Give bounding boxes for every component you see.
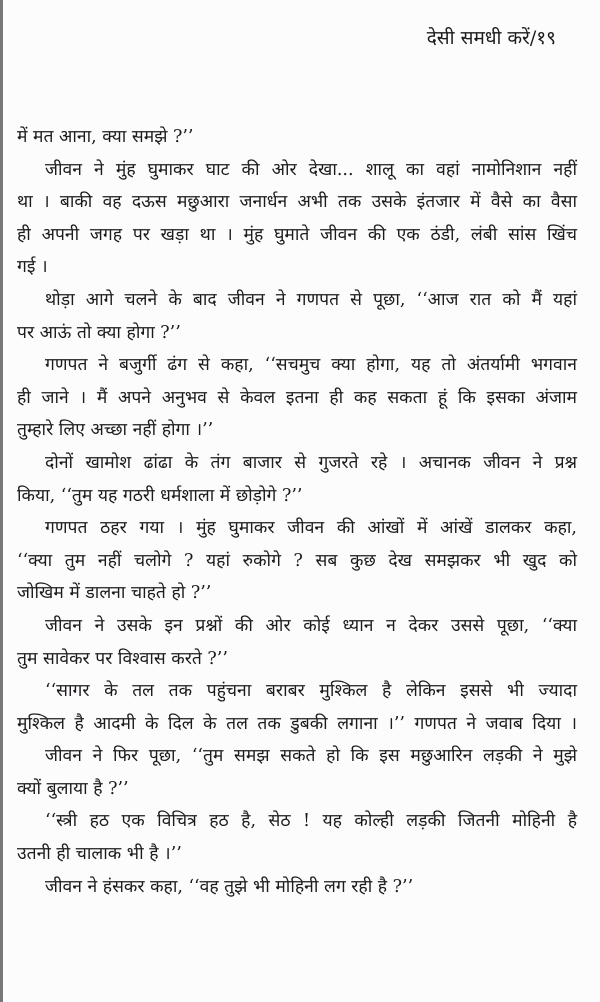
text-line: ‘‘क्या तुम नहीं चलोगे ? यहां रुकोगे ? सब कुछ देख समझकर भी खुद को <box>17 550 577 571</box>
page-edge-shadow <box>0 0 3 1002</box>
page-body <box>17 121 577 903</box>
text-line: जीवन ने फिर पूछा, ‘‘तुम समझ सकते हो कि इस मछुआरिन लड़की ने मुझे <box>45 746 577 767</box>
text-line: जोखिम में डालना चाहते हो ?’’ <box>17 583 212 604</box>
text-line: तुम सावेकर पर विश्वास करते ?’’ <box>17 648 228 669</box>
text-line: पर आऊं तो क्या होगा ?’’ <box>17 322 181 343</box>
text-line: ही जाने । मैं अपने अनुभव से केवल इतना ही कह सकता हूं कि इसका अंजाम <box>17 387 577 408</box>
text-line: तुम्हारे लिए अच्छा नहीं होगा ।’’ <box>17 420 214 441</box>
text-line: में मत आना, क्या समझे ?’’ <box>17 127 194 147</box>
text-line: किया, ‘‘तुम यह गठरी धर्मशाला में छोड़ोगे ?’’ <box>17 485 303 506</box>
text-line: क्यों बुलाया है ?’’ <box>17 778 129 799</box>
text-line: गणपत ठहर गया । मुंह घुमाकर जीवन की आंखों में आंखें डालकर कहा, <box>45 518 577 539</box>
running-header: देसी समधी करें/१९ <box>426 27 556 49</box>
text-line: दोनों खामोश ढांढा के तंग बाजार से गुजरते रहे । अचानक जीवन ने प्रश्न <box>45 452 577 473</box>
text-line: ‘‘सागर के तल तक पहुंचना बराबर मुश्किल है लेकिन इससे भी ज्यादा <box>45 681 577 702</box>
text-line: जीवन ने मुंह घुमाकर घाट की ओर देखा... शालू का वहां नामोनिशान नहीं <box>45 159 577 180</box>
text-line: था । बाकी वह दऊस मछुआरा जनार्धन अभी तक उसके इंतजार में वैसे का वैसा <box>17 192 577 213</box>
text-line: गई । <box>17 257 48 278</box>
text-line: उतनी ही चालाक भी है ।’’ <box>17 844 182 865</box>
text-line: ‘‘स्त्री हठ एक विचित्र हठ है, सेठ ! यह कोल्ही लड़की जितनी मोहिनी है <box>45 811 577 832</box>
text-line: जीवन ने उसके इन प्रश्नों की ओर कोई ध्यान न देकर उससे पूछा, ‘‘क्या <box>45 615 577 636</box>
text-line: ही अपनी जगह पर खड़ा था । मुंह घुमाते जीवन की एक ठंडी, लंबी सांस खिंच <box>17 224 577 245</box>
text-line: गणपत ने बजुर्गी ढंग से कहा, ‘‘सचमुच क्या होगा, यह तो अंतर्यामी भगवान <box>45 355 577 376</box>
text-line: मुश्किल है आदमी के दिल के तल तक डुबकी लगाना ।’’ गणपत ने जवाब दिया । <box>17 713 577 734</box>
text-line: जीवन ने हंसकर कहा, ‘‘वह तुझे भी मोहिनी लग रही है ?’’ <box>45 876 414 897</box>
text-line: थोड़ा आगे चलने के बाद जीवन ने गणपत से पूछा, ‘‘आज रात को मैं यहां <box>45 289 577 310</box>
